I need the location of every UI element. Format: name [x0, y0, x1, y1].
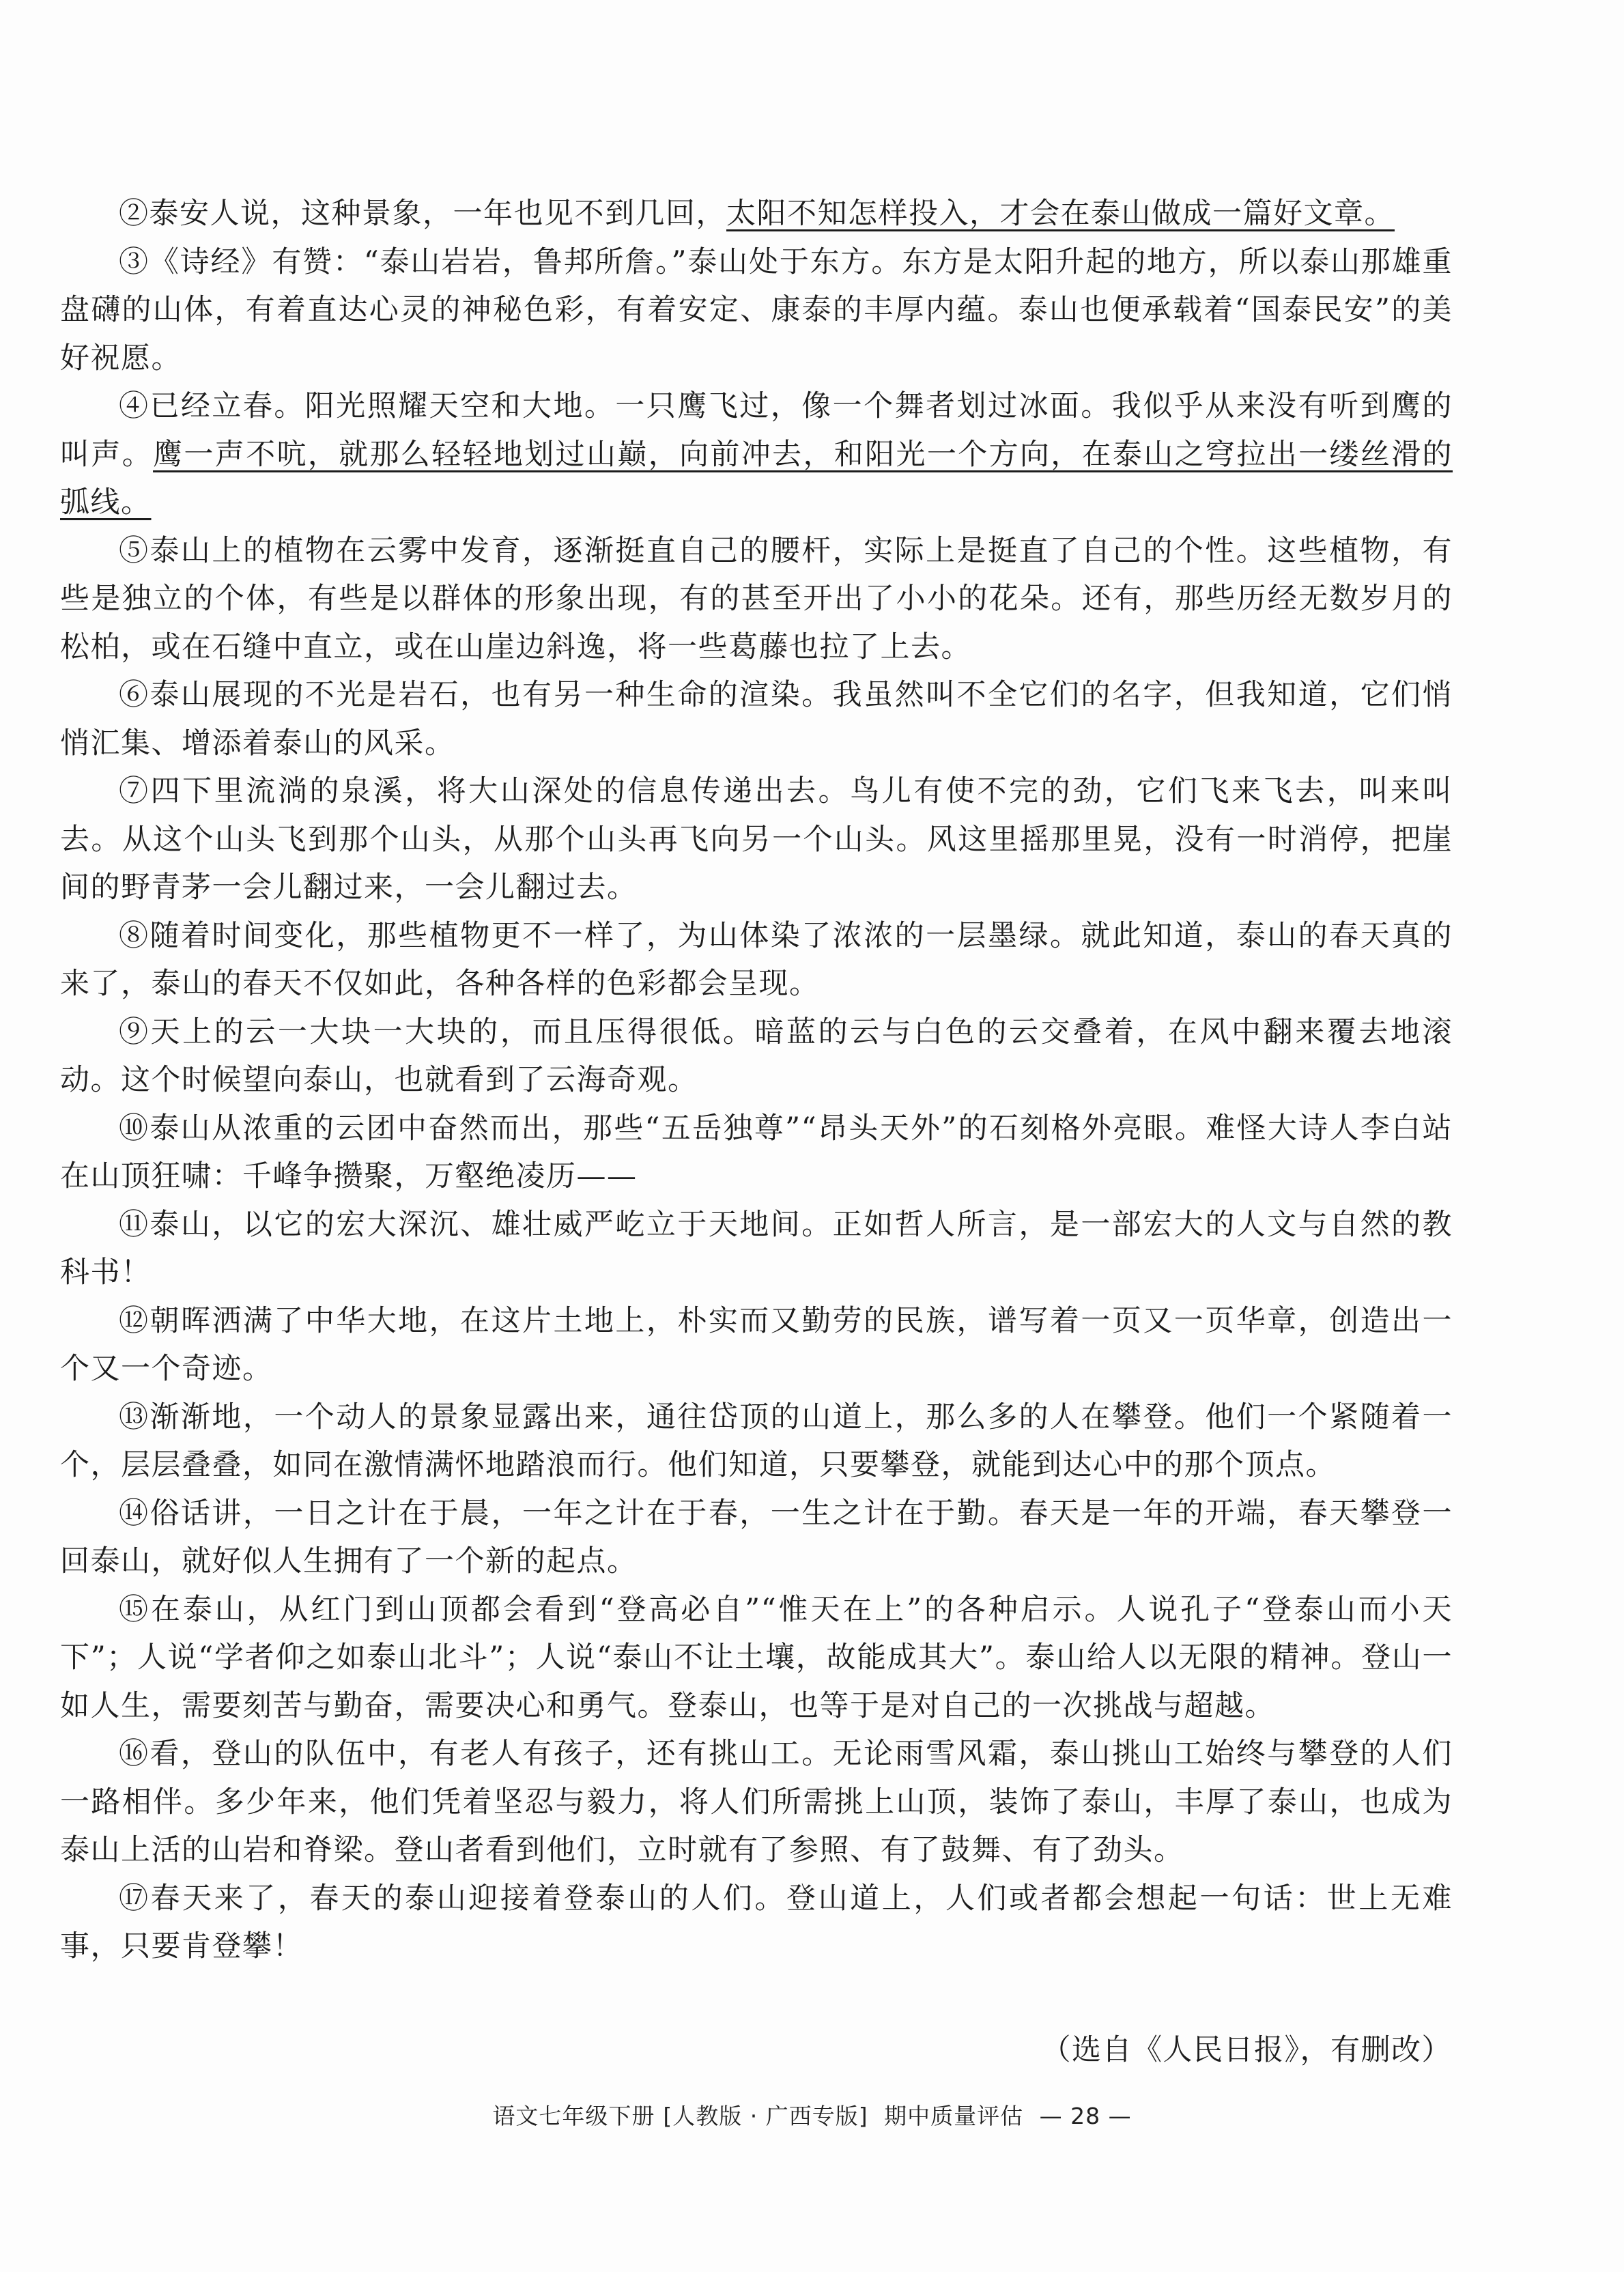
paragraph-2-underlined: 太阳不知怎样投入，才会在泰山做成一篇好文章。 [726, 197, 1395, 231]
paragraph-3: ③《诗经》有赞：“泰山岩岩，鲁邦所詹。”泰山处于东方。东方是太阳升起的地方，所以泰山那雄重盘礴的山体，有着直达心灵的神秘色彩，有着安定、康泰的丰厚内蕴。泰山也便承载着“国泰民安”的美好祝愿。 [60, 244, 1453, 375]
footer-book-title: 语文七年级下册 [492, 2103, 655, 2129]
article-body [60, 190, 1453, 1971]
paragraph-10: ⑩泰山从浓重的云团中奋然而出，那些“五岳独尊”“昂头天外”的石刻格外亮眼。难怪大诗人李白站在山顶狂啸：千峰争攒聚，万壑绝凌历—— [60, 1111, 1453, 1193]
paragraph-4-underlined: 鹰一声不吭，就那么轻轻地划过山巅，向前冲去，和阳光一个方向，在泰山之穹拉出一缕丝滑的弧线。 [60, 437, 1453, 520]
paragraph-2 [60, 190, 1453, 238]
paragraph-12: ⑫朝晖洒满了中华大地，在这片土地上，朴实而又勤劳的民族，谱写着一页又一页华章，创造出一个又一个奇迹。 [60, 1303, 1453, 1386]
paragraph-17: ⑰春天来了，春天的泰山迎接着登泰山的人们。登山道上，人们或者都会想起一句话：世上无难事，只要肯登攀！ [60, 1881, 1453, 1963]
paragraph-7: ⑦四下里流淌的泉溪，将大山深处的信息传递出去。鸟儿有使不完的劲，它们飞来飞去，叫来叫去。从这个山头飞到那个山头，从那个山头再飞向另一个山头。风这里摇那里晃，没有一时消停，把崖间的野青茅一会儿翻过来，一会儿翻过去。 [60, 774, 1453, 905]
page-footer [0, 2099, 1624, 2131]
paragraph-6: ⑥泰山展现的不光是岩石，也有另一种生命的渲染。我虽然叫不全它们的名字，但我知道，它们悄悄汇集、增添着泰山的风采。 [60, 678, 1453, 761]
paragraph-4-text: ④已经立春。阳光照耀天空和大地。一只鹰飞过，像一个舞者划过冰面。我似乎从来没有听到鹰的叫声。 [60, 389, 1453, 472]
paragraph-13: ⑬渐渐地，一个动人的景象显露出来，通往岱顶的山道上，那么多的人在攀登。他们一个紧随着一个，层层叠叠，如同在激情满怀地踏浪而行。他们知道，只要攀登，就能到达心中的那个顶点。 [60, 1400, 1453, 1482]
paragraph-8: ⑧随着时间变化，那些植物更不一样了，为山体染了浓浓的一层墨绿。就此知道，泰山的春天真的来了，泰山的春天不仅如此，各种各样的色彩都会呈现。 [60, 918, 1453, 1001]
paragraph-5: ⑤泰山上的植物在云雾中发育，逐渐挺直自己的腰杆，实际上是挺直了自己的个性。这些植物，有些是独立的个体，有些是以群体的形象出现，有的甚至开出了小小的花朵。还有，那些历经无数岁月的松柏，或在石缝中直立，或在山崖边斜逸，将一些葛藤也拉了上去。 [60, 533, 1453, 664]
paragraph-2-text: ②泰安人说，这种景象，一年也见不到几回， [119, 197, 726, 231]
footer-section: 期中质量评估 [884, 2103, 1024, 2129]
footer-page-number: — 28 — [1039, 2103, 1132, 2129]
paragraph-15: ⑮在泰山，从红门到山顶都会看到“登高必自”“惟天在上”的各种启示。人说孔子“登泰山而小天下”；人说“学者仰之如泰山北斗”；人说“泰山不让土壤，故能成其大”。泰山给人以无限的精神。登山一如人生，需要刻苦与勤奋，需要决心和勇气。登泰山，也等于是对自己的一次挑战与超越。 [60, 1592, 1453, 1723]
paragraph-14: ⑭俗话讲，一日之计在于晨，一年之计在于春，一生之计在于勤。春天是一年的开端，春天攀登一回泰山，就好似人生拥有了一个新的起点。 [60, 1496, 1453, 1578]
source-citation: （选自《人民日报》，有删改） [1041, 2033, 1452, 2067]
paragraph-4 [60, 382, 1453, 527]
paragraph-16: ⑯看，登山的队伍中，有老人有孩子，还有挑山工。无论雨雪风霜，泰山挑山工始终与攀登的人们一路相伴。多少年来，他们凭着坚忍与毅力，将人们所需挑上山顶，装饰了泰山，丰厚了泰山，也成为泰山上活的山岩和脊梁。登山者看到他们，立时就有了参照、有了鼓舞、有了劲头。 [60, 1737, 1453, 1867]
footer-edition: [人教版 · 广西专版] [663, 2103, 868, 2129]
paragraph-9: ⑨天上的云一大块一大块的，而且压得很低。暗蓝的云与白色的云交叠着，在风中翻来覆去地滚动。这个时候望向泰山，也就看到了云海奇观。 [60, 1014, 1453, 1097]
paragraph-11: ⑪泰山，以它的宏大深沉、雄壮威严屹立于天地间。正如哲人所言，是一部宏大的人文与自然的教科书！ [60, 1207, 1453, 1290]
